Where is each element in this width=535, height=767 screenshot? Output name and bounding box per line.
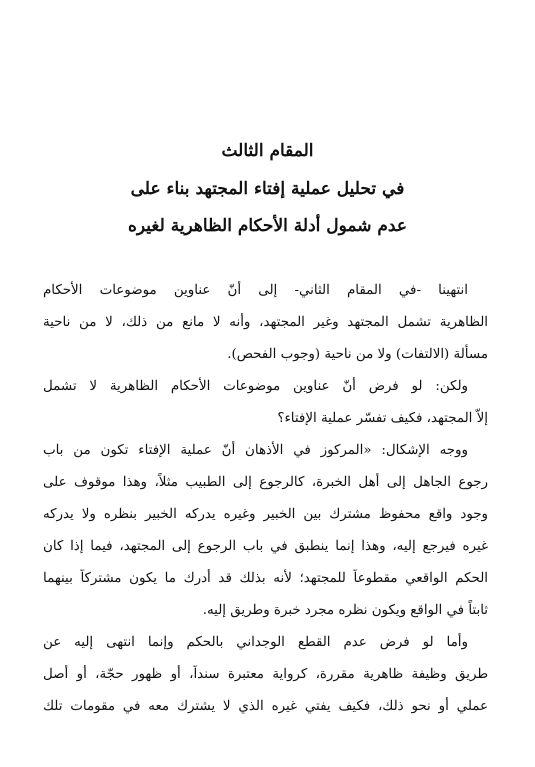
paragraph-line: ثابتاً في الواقع ويكون نظره مجرد خبرة وطريق إليه. [202,603,488,618]
paragraph-line: إلاّ المجتهد، فكيف تفسّر عملية الإفتاء؟ [277,411,488,426]
paragraph-line: وأما لو فرض عدم القطع الوجداني بالحكم وإنما انتهى إليه عن [43,635,468,650]
paragraph-line: ووجه الإشكال: «المركوز في الأذهان أنّ عملية الإفتاء تكون من باب [43,443,468,458]
paragraph-line: ولكن: لو فرض أنّ عناوين موضوعات الأحكام الظاهرية لا تشمل [43,379,468,394]
paragraph-line: طريق وظيفة ظاهرية مقررة، كرواية معتبرة سنداً، أو ظهور حجّة، أو أصل [43,667,488,682]
paragraph-line: عملي أو نحو ذلك، فكيف يفتي غيره الذي لا يشترك معه في مقومات تلك [43,699,488,714]
section-subtitle-line-2: عدم شمول أدلة الأحكام الظاهرية لغيره [127,216,407,236]
paragraph-line: مسألة (الالتفات) ولا من ناحية (وجوب الفحص). [227,347,488,362]
paragraph-line: الحكم الواقعي مقطوعاً للمجتهد؛ لأنه بذلك قد أدرك ما يكون مشتركاً بينهما [43,571,488,586]
paragraph-line: انتهينا -في المقام الثاني- إلى أنّ عناوين موضوعات الأحكام [43,283,468,298]
section-subtitle-line-1: في تحليل عملية إفتاء المجتهد بناء على [130,179,405,199]
paragraph-line: رجوع الجاهل إلى أهل الخبرة، كالرجوع إلى الطبيب مثلاً، وهذا موقوف على [43,475,488,490]
paragraph-line: وجود واقع محفوظ مشترك بين الخبير وغيره يدركه الخبير بنظره ولا يدركه [43,507,488,522]
paragraph-line: الظاهرية تشمل المجتهد وغير المجتهد، وأنه لا مانع من ذلك، لا من ناحية [43,315,488,330]
section-title: المقام الثالث [221,141,314,161]
paragraph-line: غيره فيرجع إليه، وهذا إنما ينطبق في باب الرجوع إلى المجتهد، فيما إذا كان [43,539,488,554]
